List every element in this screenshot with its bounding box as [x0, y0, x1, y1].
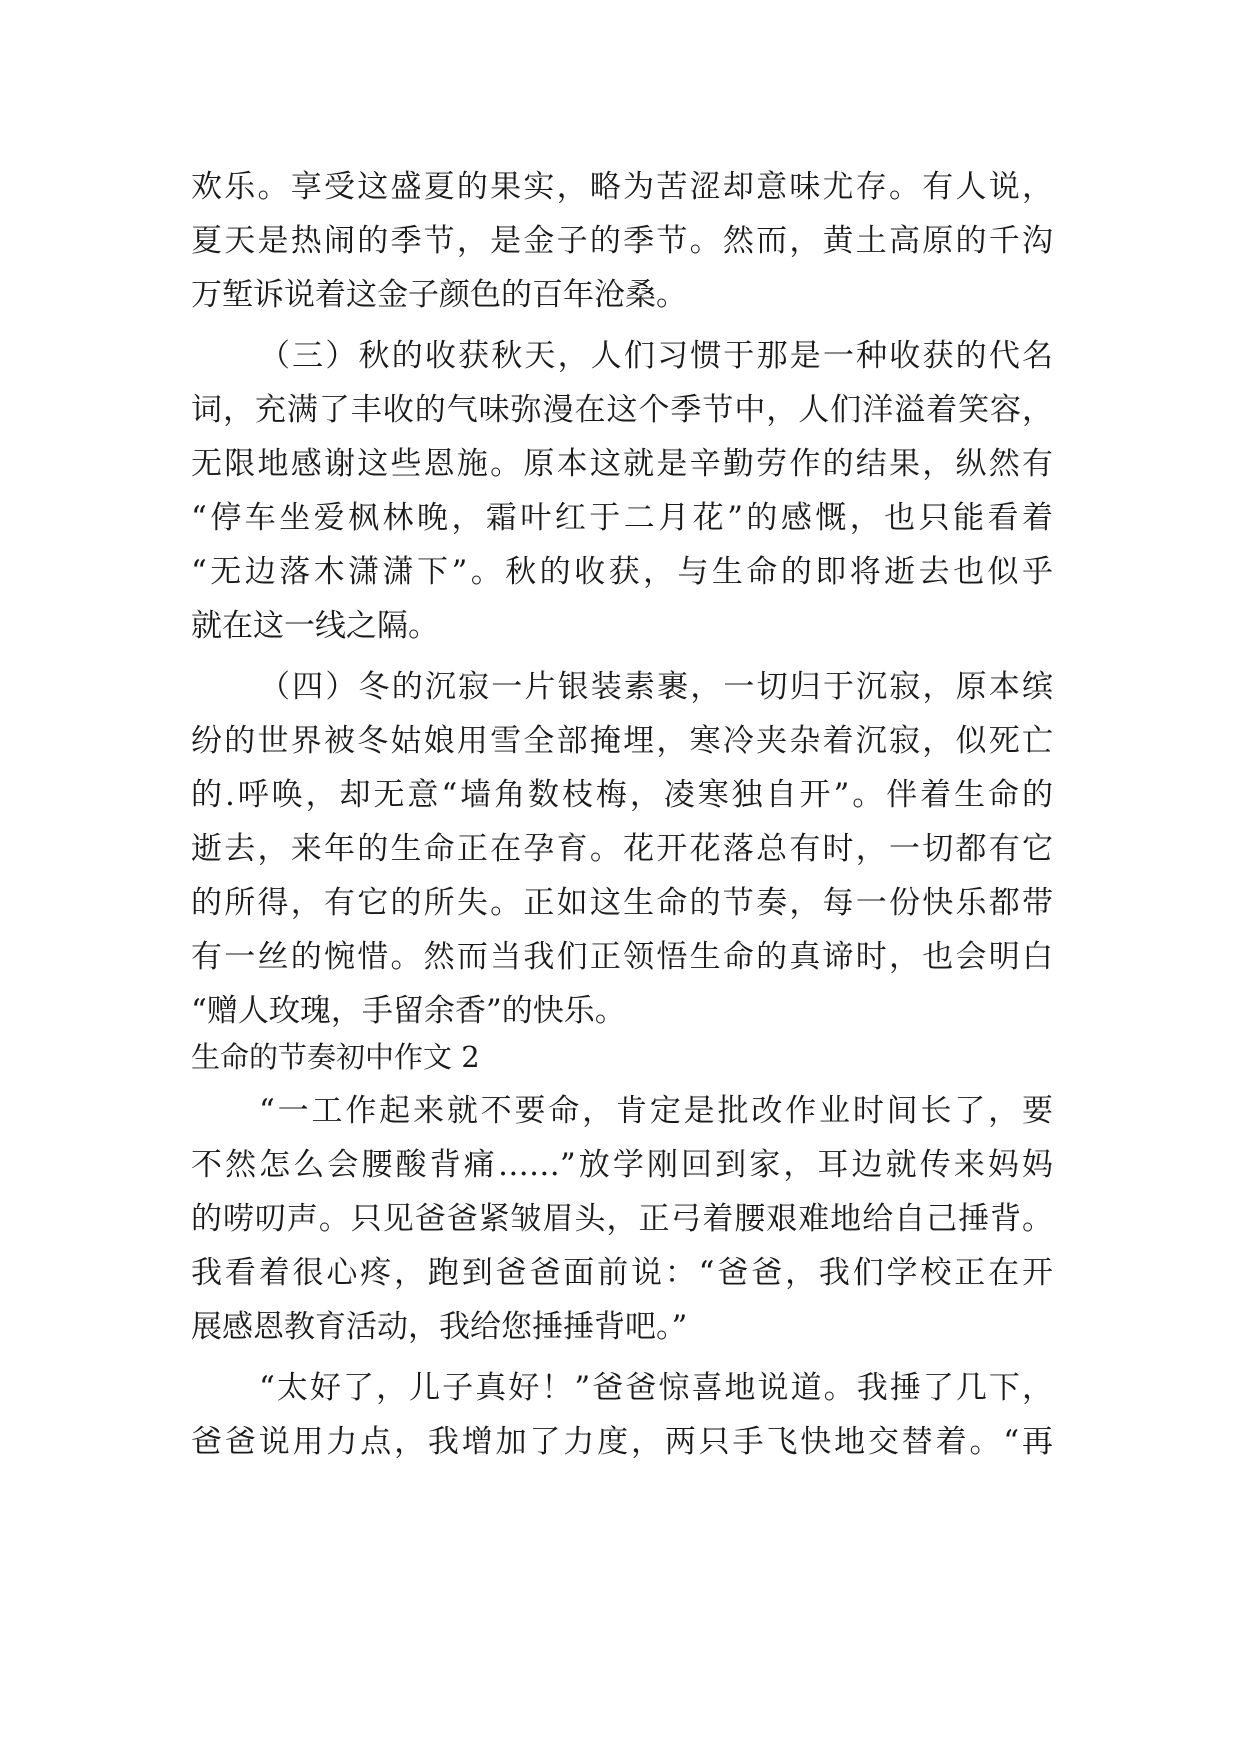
- document-body: [191, 160, 1053, 1469]
- text-line: 万堑诉说着这金子颜色的百年沧桑。: [191, 277, 687, 313]
- text-line: “赠人玫瑰，手留余香”的快乐。: [191, 993, 626, 1029]
- text-line: 的.呼唤，却无意“墙角数枝梅，凌寒独自开”。伴着生命的: [191, 777, 1053, 813]
- text-line: 有一丝的惋惜。然而当我们正领悟生命的真谛时，也会明白: [191, 939, 1053, 975]
- text-line: （四）冬的沉寂一片银装素裹，一切归于沉寂，原本缤: [259, 669, 1053, 705]
- text-line: “一工作起来就不要命，肯定是批改作业时间长了，要: [259, 1093, 1053, 1129]
- text-line: 词，充满了丰收的气味弥漫在这个季节中，人们洋溢着笑容，: [191, 392, 1053, 428]
- paragraph-winter: [191, 660, 1053, 1038]
- text-line: 展感恩教育活动，我给您捶捶背吧。”: [191, 1309, 688, 1345]
- paragraph-summer-end: [191, 160, 1053, 322]
- paragraph-essay2-first: [191, 1084, 1053, 1354]
- text-line: （三）秋的收获秋天，人们习惯于那是一种收获的代名: [259, 338, 1053, 374]
- text-line: “停车坐爱枫林晚，霜叶红于二月花”的感慨，也只能看着: [191, 500, 1053, 536]
- section-heading: 生命的节奏初中作文 2: [191, 1040, 480, 1074]
- text-line: 不然怎么会腰酸背痛……”放学刚回到家，耳边就传来妈妈: [191, 1147, 1053, 1183]
- text-line: 夏天是热闹的季节，是金子的季节。然而，黄土高原的千沟: [191, 223, 1053, 259]
- paragraph-autumn: [191, 329, 1053, 653]
- text-line: 纷的世界被冬姑娘用雪全部掩埋，寒冷夹杂着沉寂，似死亡: [191, 723, 1053, 759]
- text-line: 的所得，有它的所失。正如这生命的节奏，每一份快乐都带: [191, 885, 1053, 921]
- text-line: 爸爸说用力点，我增加了力度，两只手飞快地交替着。“再: [191, 1424, 1053, 1460]
- paragraph-gap: [191, 322, 1053, 329]
- text-line: 就在这一线之隔。: [191, 608, 439, 644]
- text-line: 欢乐。享受这盛夏的果实，略为苦涩却意味尤存。有人说，: [191, 169, 1053, 205]
- paragraph-essay2-second: [191, 1361, 1053, 1469]
- text-line: 逝去，来年的生命正在孕育。花开花落总有时，一切都有它: [191, 831, 1053, 867]
- text-line: 的唠叨声。只见爸爸紧皱眉头，正弓着腰艰难地给自己捶背。: [191, 1201, 1053, 1237]
- paragraph-gap: [191, 1354, 1053, 1361]
- text-line: 无限地感谢这些恩施。原本这就是辛勤劳作的结果，纵然有: [191, 446, 1053, 482]
- paragraph-gap: [191, 653, 1053, 660]
- text-line: “太好了，儿子真好！”爸爸惊喜地说道。我捶了几下，: [259, 1370, 1053, 1406]
- text-line: 我看着很心疼，跑到爸爸面前说：“爸爸，我们学校正在开: [191, 1255, 1053, 1291]
- text-line: “无边落木潇潇下”。秋的收获，与生命的即将逝去也似乎: [191, 554, 1053, 590]
